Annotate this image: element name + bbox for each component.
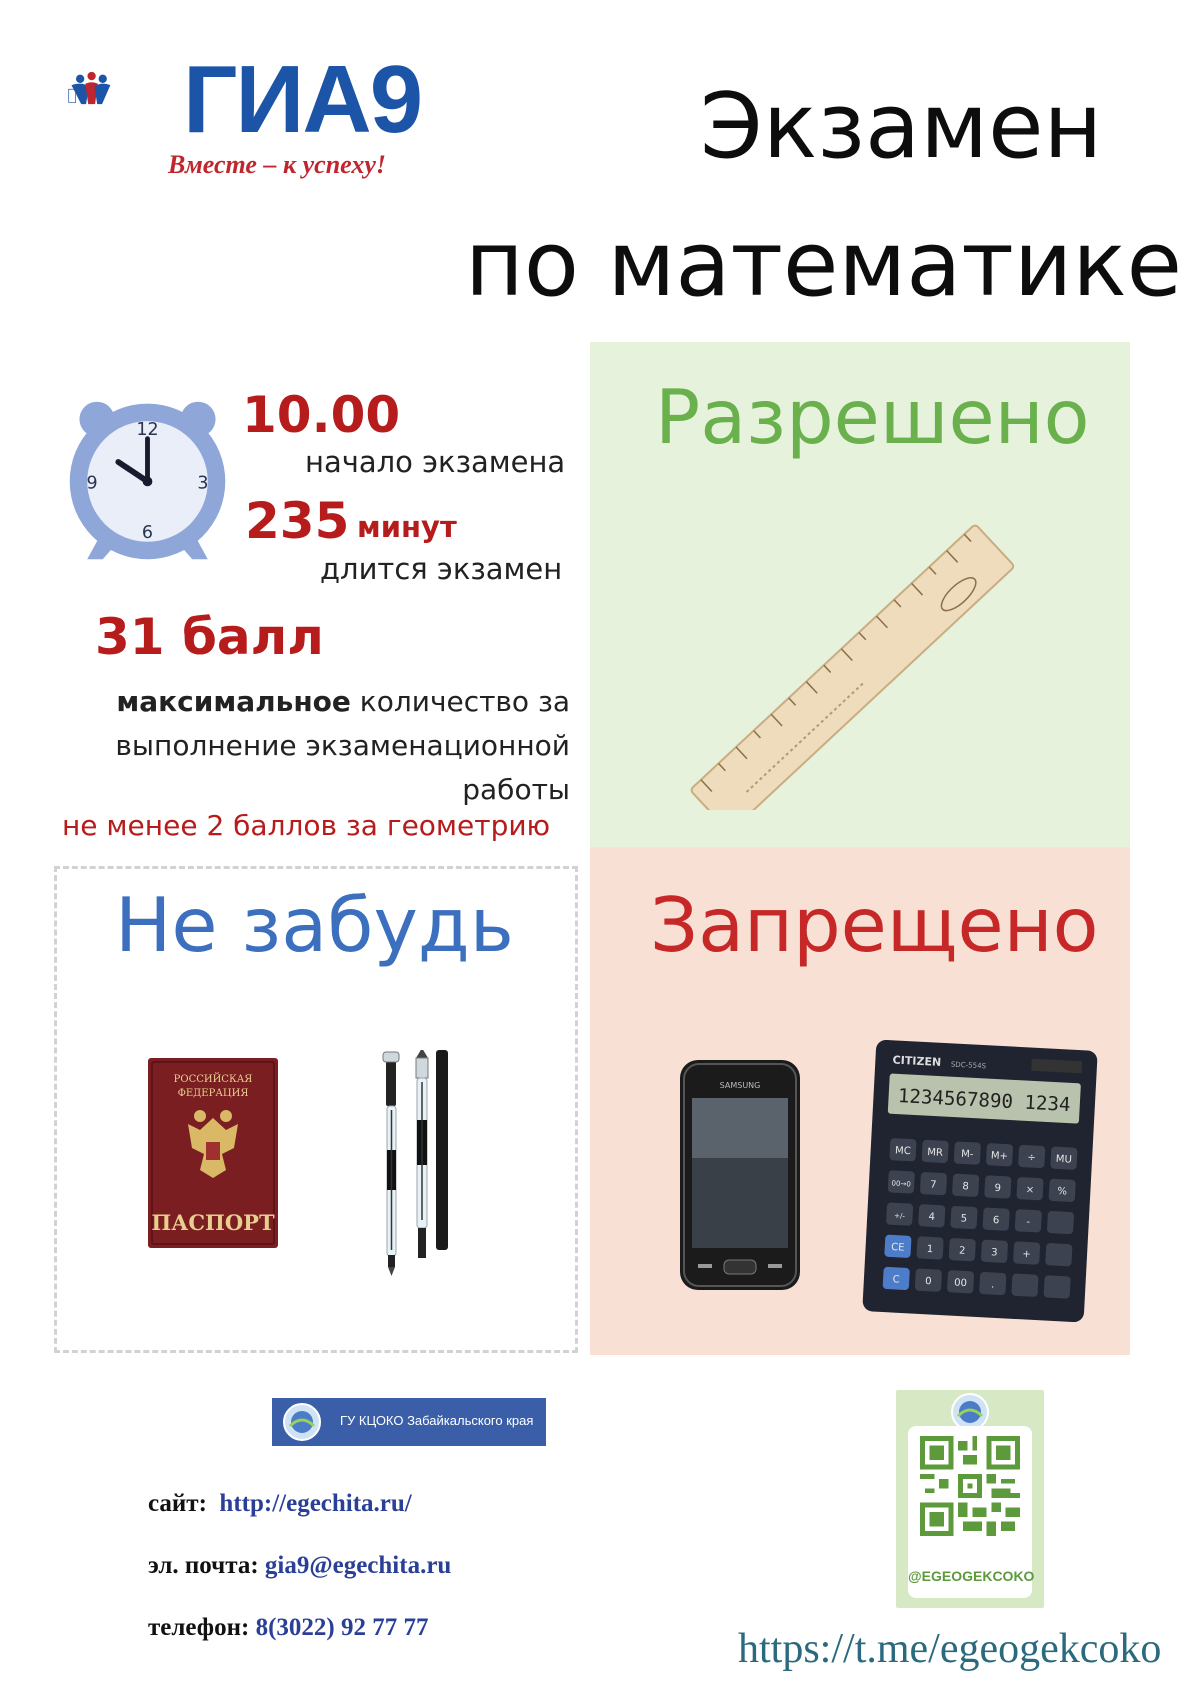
calculator-icon (860, 1040, 1100, 1322)
qr-code-frame (908, 1426, 1035, 1598)
forbidden-heading: Запрещено (650, 881, 1099, 969)
page-title-line-1: Экзамен (700, 74, 1103, 179)
calculator-key-label: MU (1055, 1153, 1073, 1166)
calculator-key (1043, 1275, 1070, 1298)
calculator-key-label: M+ (990, 1150, 1009, 1163)
calculator-key-label: 00 (953, 1277, 968, 1290)
contact-phone (148, 1614, 429, 1642)
org-emblem-icon (282, 1402, 322, 1442)
phone-label: телефон: (148, 1614, 250, 1641)
alarm-clock-icon (60, 392, 235, 567)
gia9-logo (68, 48, 193, 143)
clock-number-9: 9 (86, 473, 98, 494)
calculator-key-label: 3 (990, 1247, 998, 1259)
calculator-key-label: - (1026, 1216, 1031, 1228)
calculator-key-label: . (990, 1279, 995, 1291)
clock-number-12: 12 (136, 419, 159, 440)
calculator-key-label: 4 (928, 1211, 936, 1223)
exam-duration-unit: минут (357, 510, 457, 544)
calculator-key-label: 1 (926, 1243, 934, 1256)
email-link[interactable]: gia9@egechita.ru (264, 1552, 452, 1579)
calculator-key-label: 0 (924, 1276, 932, 1288)
calculator-key-label: 2 (958, 1245, 966, 1257)
clock-number-6: 6 (141, 522, 154, 543)
contact-site (148, 1490, 412, 1518)
calculator-key (1045, 1243, 1072, 1266)
calculator-key-label: × (1025, 1184, 1035, 1196)
allowed-heading: Разрешено (655, 373, 1090, 461)
site-link[interactable]: http://egechita.ru/ (219, 1490, 412, 1517)
email-label: эл. почта: (148, 1552, 259, 1579)
page-title-line-2: по математике (465, 212, 1183, 317)
calculator-key-label: CE (890, 1241, 905, 1254)
telegram-link[interactable]: https://t.me/egeogekcoko (738, 1626, 1162, 1672)
phone-number: 8(3022) 92 77 77 (255, 1614, 429, 1641)
calculator-brand: CITIZEN (892, 1053, 942, 1069)
passport-country-line-1: РОССИЙСКАЯ (173, 1074, 253, 1085)
logo-wordmark: ГИА9 (183, 46, 422, 153)
passport-country-line-2: ФЕДЕРАЦИЯ (177, 1088, 249, 1099)
site-label: сайт: (148, 1490, 207, 1517)
calculator-display: 1234567890 1234 (897, 1084, 1072, 1117)
calculator-key-label: % (1057, 1186, 1068, 1198)
calculator-key-label: MR (926, 1147, 944, 1159)
org-banner (272, 1398, 546, 1446)
calculator-key-label: 6 (992, 1215, 1000, 1227)
logo-figures-icon (69, 72, 111, 104)
max-score-bold-word: максимальное (116, 685, 351, 718)
passport-title: ПАСПОРТ (151, 1210, 275, 1235)
exam-duration-caption: длится экзамен (320, 552, 563, 586)
pens-icon (378, 1050, 458, 1280)
org-name: ГУ КЦОКО Забайкальского края (340, 1413, 534, 1428)
calculator-key (1011, 1273, 1038, 1296)
calculator-key-label: 5 (960, 1213, 968, 1225)
logo-slogan: Вместе – к успеху! (168, 150, 387, 179)
calculator-key-label: 9 (994, 1182, 1002, 1195)
exam-start-caption: начало экзамена (305, 445, 566, 479)
qr-handle: @EGEOGEKCOKO (908, 1568, 1035, 1584)
passport-icon (148, 1058, 278, 1248)
calculator-key (1047, 1211, 1074, 1234)
calculator-key-label: M- (960, 1148, 974, 1161)
calculator-key-label: 8 (962, 1181, 970, 1193)
max-score-description-rest: количество за выполнение экзаменационной работы (115, 685, 570, 806)
mobile-phone-icon (680, 1060, 800, 1290)
calculator-key-label: 00→0 (891, 1178, 912, 1189)
exam-start-time: 10.00 (242, 386, 401, 444)
geometry-requirement-note: не менее 2 баллов за геометрию (62, 809, 551, 842)
calculator-key-label: + (1022, 1248, 1032, 1261)
max-score-description (75, 680, 570, 812)
remember-heading: Не забудь (115, 881, 514, 969)
calculator-key-label: MC (894, 1145, 912, 1158)
qr-card[interactable] (896, 1390, 1044, 1608)
clock-number-3: 3 (197, 473, 209, 494)
phone-brand: SAMSUNG (719, 1081, 761, 1090)
contact-email (148, 1552, 451, 1580)
max-score-value: 31 балл (95, 608, 324, 666)
calculator-key-label: ÷ (1027, 1152, 1037, 1164)
exam-duration-value: 235 (245, 492, 350, 550)
qr-code-icon (920, 1436, 1020, 1536)
calculator-key-label: +/- (893, 1210, 906, 1221)
calculator-key-label: C (892, 1274, 900, 1286)
calculator-key-label: 7 (929, 1179, 937, 1191)
ruler-icon (672, 490, 1032, 810)
calculator-model: SDC-554S (950, 1059, 987, 1071)
